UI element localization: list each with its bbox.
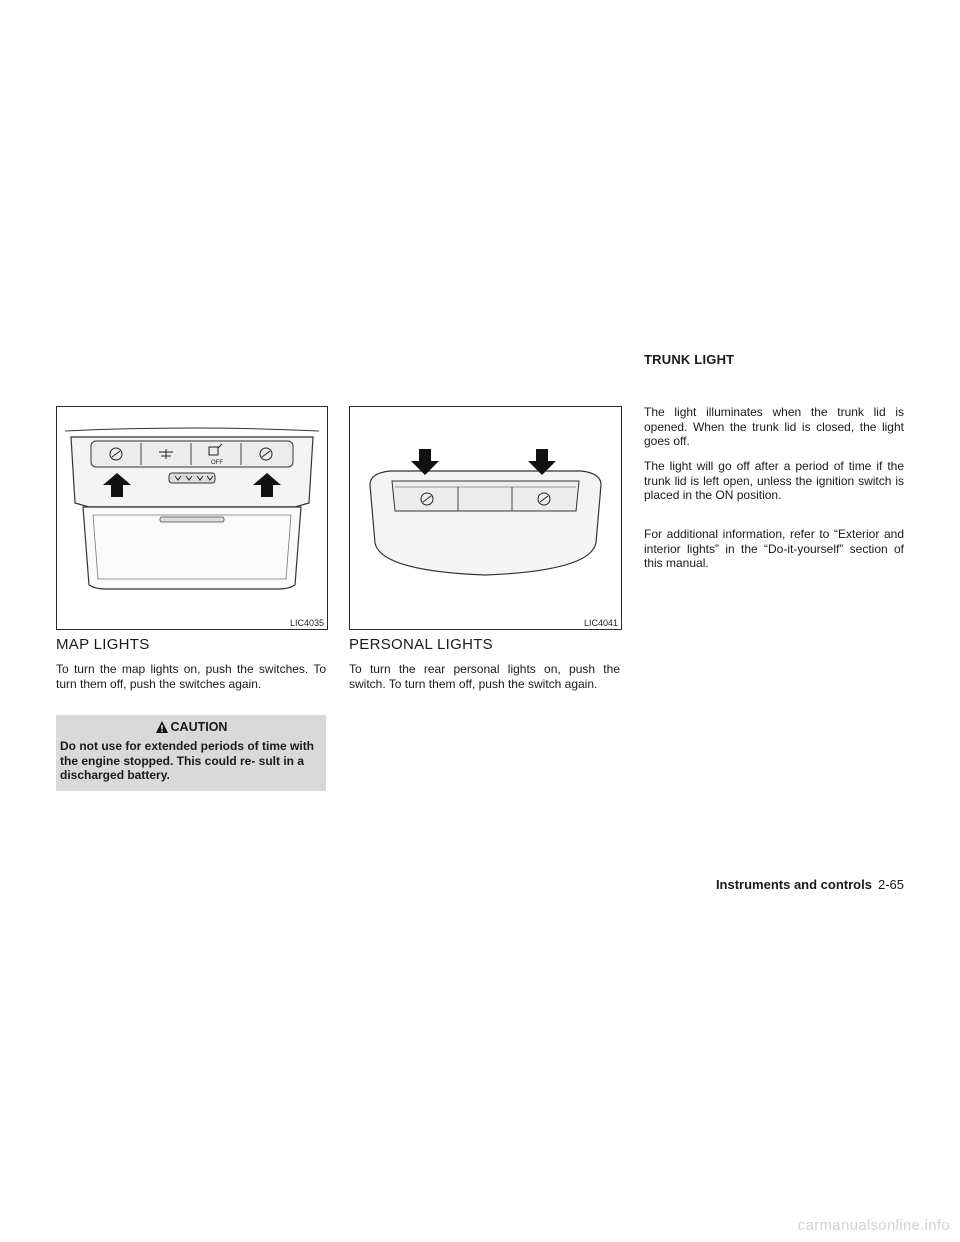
- trunk-light-heading: TRUNK LIGHT: [644, 352, 735, 367]
- map-lights-figure: [56, 406, 328, 630]
- trunk-light-paragraph-3: For additional information, refer to “Exterior and interior lights” in the “Do-it-yourself” section of this manual.: [644, 527, 904, 570]
- trunk-light-paragraph-2: The light will go off after a period of time if the trunk lid is left open, unless the ignition switch is placed in the ON position.: [644, 459, 904, 502]
- personal-lights-body: To turn the rear personal lights on, push the switch. To turn them off, push the switch again.: [349, 662, 620, 691]
- caution-title: [56, 719, 326, 735]
- map-lights-body: To turn the map lights on, push the switches. To turn them off, push the switches again.: [56, 662, 326, 691]
- page-number: 2-65: [877, 877, 904, 892]
- caution-box: [56, 715, 326, 791]
- personal-lights-figure: [349, 406, 622, 630]
- caution-text: Do not use for extended periods of time with the engine stopped. This could re- sult in a discharged battery.: [60, 739, 315, 782]
- trunk-light-paragraph-1: The light illuminates when the trunk lid is opened. When the trunk lid is closed, the light goes off.: [644, 405, 904, 448]
- map-lights-heading: MAP LIGHTS: [56, 636, 150, 653]
- personal-lights-illustration: [350, 407, 621, 629]
- figure-code: LIC4041: [583, 618, 618, 628]
- page-footer: [716, 877, 904, 892]
- off-label: OFF: [211, 460, 223, 466]
- personal-lights-heading: PERSONAL LIGHTS: [349, 636, 493, 653]
- watermark: carmanualsonline.info: [797, 1217, 950, 1234]
- caution-title-text: CAUTION: [170, 720, 228, 734]
- warning-icon: [155, 720, 169, 734]
- figure-code: LIC4035: [289, 618, 324, 628]
- map-lights-illustration: [57, 407, 327, 629]
- footer-section: Instruments and controls: [715, 877, 872, 892]
